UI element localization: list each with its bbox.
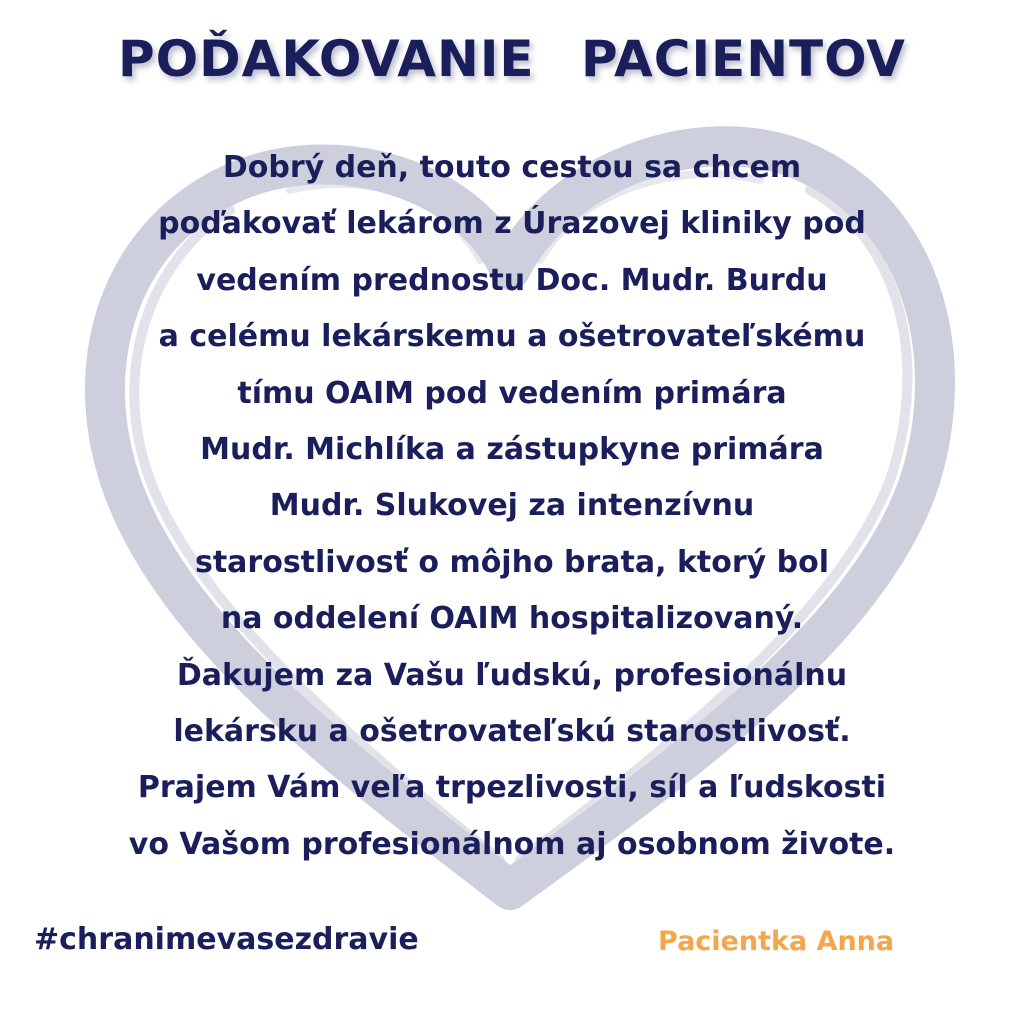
message-line: poďakovať lekárom z Úrazovej kliniky pod bbox=[158, 206, 866, 242]
thank-you-message bbox=[40, 140, 984, 873]
message-line: Mudr. Slukovej za intenzívnu bbox=[269, 488, 755, 524]
message-line: Ďakujem za Vašu ľudskú, profesionálnu bbox=[176, 657, 848, 693]
message-line: vo Vašom profesionálnom aj osobnom živote. bbox=[128, 826, 896, 862]
message-line: vedením prednostu Doc. Mudr. Burdu bbox=[196, 262, 828, 298]
hashtag: #chranimevasezdravie bbox=[34, 922, 419, 957]
page-title: POĎAKOVANIE PACIENTOV bbox=[117, 30, 907, 88]
message-line: Dobrý deň, touto cestou sa chcem bbox=[222, 150, 802, 185]
message-line: tímu OAIM pod vedením primára bbox=[237, 375, 787, 411]
message-line: starostlivosť o môjho brata, ktorý bol bbox=[194, 544, 830, 580]
message-line: Mudr. Michlíka a zástupkyne primára bbox=[200, 432, 824, 468]
message-line: na oddelení OAIM hospitalizovaný. bbox=[220, 601, 804, 637]
message-line: a celému lekárskemu a ošetrovateľskému bbox=[158, 319, 866, 355]
message-line: lekársku a ošetrovateľskú starostlivosť. bbox=[173, 714, 851, 750]
message-line: Prajem Vám veľa trpezlivosti, síl a ľudskosti bbox=[137, 770, 887, 806]
signature: Pacientka Anna bbox=[658, 926, 895, 957]
